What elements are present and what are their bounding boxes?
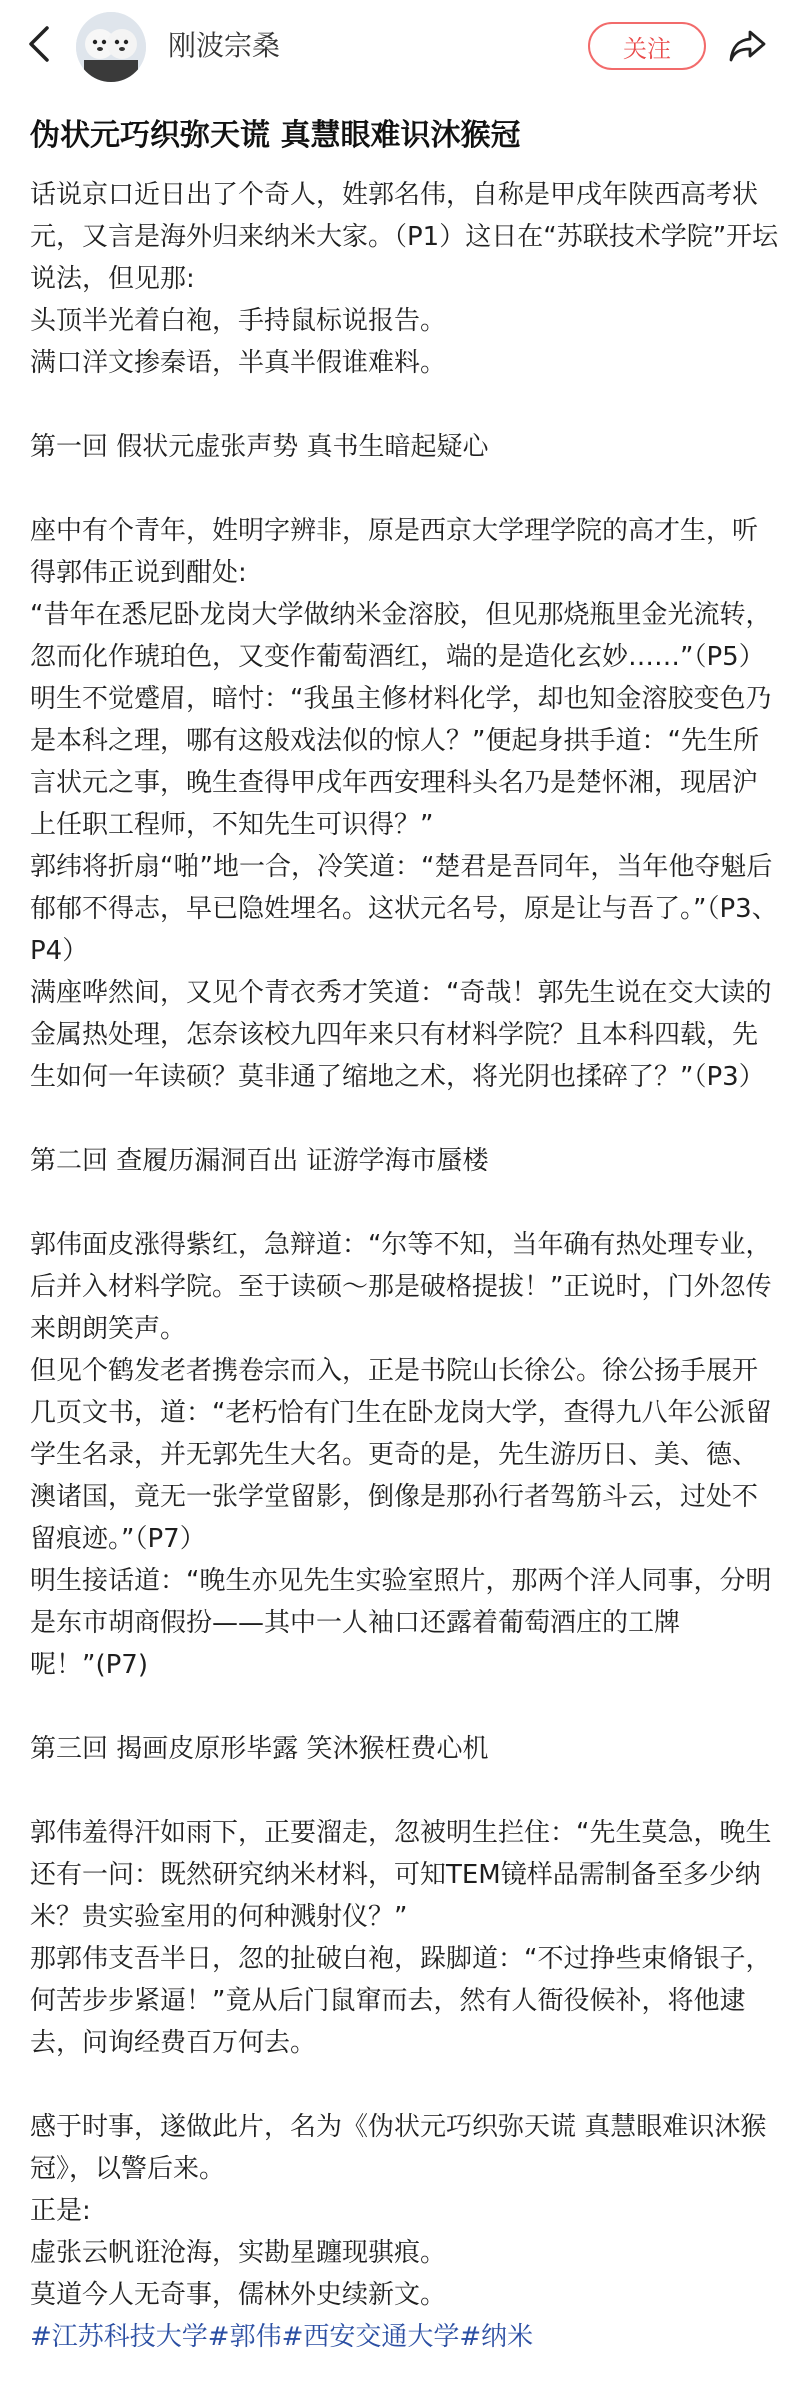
author-name[interactable]: 刚波宗桑 xyxy=(168,29,281,62)
avatar[interactable] xyxy=(76,12,146,82)
paragraph: 明生接话道：“晚生亦见先生实验室照片，那两个洋人同事，分明是东市胡商假扮——其中一人袖口还露着葡萄酒庄的工牌呢！”(P7) xyxy=(30,1566,772,1680)
hashtag-list xyxy=(30,2316,780,2358)
paragraph: 满座哗然间，又见个青衣秀才笑道：“奇哉！郭先生说在交大读的金属热处理，怎奈该校九四年来只有材料学院？且本科四载，先生如何一年读硕？莫非通了缩地之术，将光阴也揉碎了？”（P3） xyxy=(30,978,772,1092)
closing-verse-line: 莫道今人无奇事，儒林外史续新文。 xyxy=(30,2280,447,2310)
paragraph: 郭纬将折扇“啪”地一合，冷笑道：“楚君是吾同年，当年他夺魁后郁郁不得志，早已隐姓埋名。这状元名号，原是让与吾了。”（P3、P4） xyxy=(30,852,778,966)
hashtag-link[interactable]: #纳米 xyxy=(459,2322,534,2352)
intro-paragraph: 话说京口近日出了个奇人，姓郭名伟，自称是甲戌年陕西高考状元，又言是海外归来纳米大家。（P1）这日在“苏联技术学院”开坛说法，但见那: xyxy=(30,180,779,294)
chapter-heading: 第三回 揭画皮原形毕露 笑沐猴枉费心机 xyxy=(30,1734,489,1764)
chapter-heading: 第一回 假状元虚张声势 真书生暗起疑心 xyxy=(30,432,489,462)
closing-paragraph: 感于时事，遂做此片，名为《伪状元巧织弥天谎 真慧眼难识沐猴冠》，以警后来。 xyxy=(30,2112,767,2184)
paragraph: 但见个鹤发老者携卷宗而入，正是书院山长徐公。徐公扬手展开几页文书，道：“老朽恰有门生在卧龙岗大学，查得九八年公派留学生名录，并无郭先生大名。更奇的是，先生游历日、美、德、澳诸国，竟无一张学堂留影，倒像是那孙行者驾筋斗云，过处不留痕迹。”（P7） xyxy=(30,1356,772,1554)
back-button[interactable] xyxy=(18,22,62,66)
avatar-image xyxy=(76,12,146,82)
paragraph: 郭伟羞得汗如雨下，正要溜走，忽被明生拦住：“先生莫急，晚生还有一问：既然研究纳米材料，可知TEM镜样品需制备至多少纳米？贵实验室用的何种溅射仪？” xyxy=(30,1818,772,1932)
paragraph: 那郭伟支吾半日，忽的扯破白袍，跺脚道：“不过挣些束脩银子，何苦步步紧逼！”竟从后门鼠窜而去，然有人衙役候补，将他逮去，问询经费百万何去。 xyxy=(30,1944,772,2058)
chapter-heading: 第二回 查履历漏洞百出 证游学海市蜃楼 xyxy=(30,1146,489,1176)
paragraph: “昔年在悉尼卧龙岗大学做纳米金溶胶，但见那烧瓶里金光流转，忽而化作琥珀色，又变作葡萄酒红，端的是造化玄妙……”（P5） xyxy=(30,600,772,672)
article-title: 伪状元巧织弥天谎 真慧眼难识沐猴冠 xyxy=(30,118,521,153)
hashtag-link[interactable]: #江苏科技大学 xyxy=(30,2322,208,2352)
paragraph: 明生不觉蹙眉，暗忖：“我虽主修材料化学，却也知金溶胶变色乃是本科之理，哪有这般戏法似的惊人？”便起身拱手道：“先生所言状元之事，晚生查得甲戌年西安理科头名乃是楚怀湘，现居沪上任职工程师，不知先生可识得？” xyxy=(30,684,772,840)
hashtag-link[interactable]: #郭伟 xyxy=(207,2322,282,2352)
article-body xyxy=(30,112,780,2358)
closing-line: 正是: xyxy=(30,2196,91,2226)
closing-verse-line: 虚张云帆诳沧海，实勘星躔现骐痕。 xyxy=(30,2238,447,2268)
intro-verse-line: 满口洋文掺秦语，半真半假谁难料。 xyxy=(30,348,447,378)
share-icon xyxy=(728,28,768,64)
intro-verse-line: 头顶半光着白袍，手持鼠标说报告。 xyxy=(30,306,447,336)
chevron-left-icon xyxy=(25,24,55,64)
top-bar xyxy=(0,0,800,96)
hashtag-link[interactable]: #西安交通大学 xyxy=(281,2322,460,2352)
share-button[interactable] xyxy=(722,20,774,72)
follow-button[interactable]: 关注 xyxy=(588,22,706,70)
paragraph: 座中有个青年，姓明字辨非，原是西京大学理学院的高才生，听得郭伟正说到酣处: xyxy=(30,516,759,588)
paragraph: 郭伟面皮涨得紫红，急辩道：“尔等不知，当年确有热处理专业，后并入材料学院。至于读硕～那是破格提拔！”正说时，门外忽传来朗朗笑声。 xyxy=(30,1230,772,1344)
